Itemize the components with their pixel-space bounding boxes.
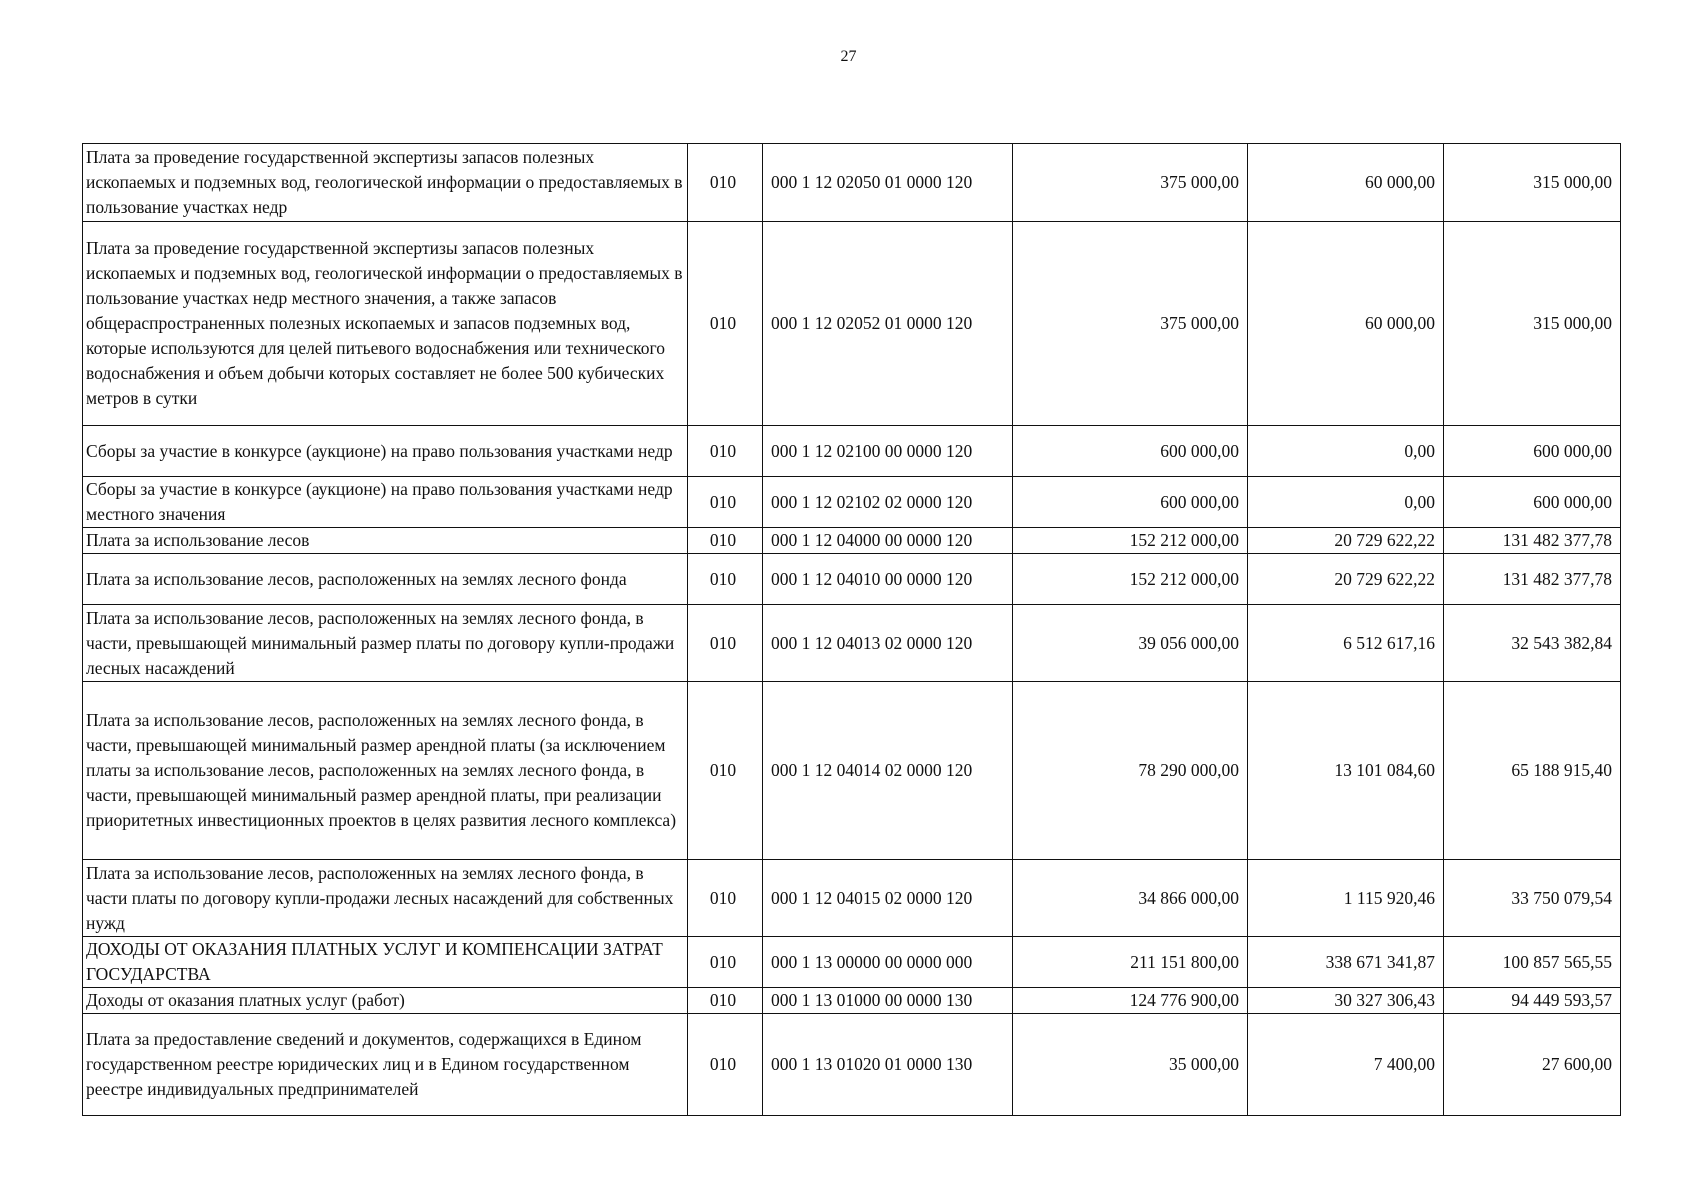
income-name: Плата за предоставление сведений и документов, содержащихся в Едином государственном реестре юридических лиц и в Едином государственном реестре индивидуальных предпринимателей	[83, 1014, 688, 1116]
unexecuted-amount: 27 600,00	[1444, 1014, 1621, 1116]
line-code: 010	[688, 1014, 763, 1116]
income-name: Плата за использование лесов, расположенных на землях лесного фонда, в части, превышающей минимальный размер платы по договору купли-продажи лесных насаждений	[83, 605, 688, 682]
unexecuted-amount: 600 000,00	[1444, 477, 1621, 528]
line-code: 010	[688, 682, 763, 860]
executed-amount: 6 512 617,16	[1248, 605, 1444, 682]
income-name: Сборы за участие в конкурсе (аукционе) на право пользования участками недр	[83, 426, 688, 477]
line-code: 010	[688, 426, 763, 477]
income-code: 000 1 12 04000 00 0000 120	[763, 528, 1013, 554]
table-row	[83, 222, 1621, 426]
table-row	[83, 528, 1621, 554]
income-code: 000 1 13 00000 00 0000 000	[763, 937, 1013, 988]
approved-amount: 39 056 000,00	[1013, 605, 1248, 682]
table-row	[83, 937, 1621, 988]
table-row	[83, 860, 1621, 937]
executed-amount: 30 327 306,43	[1248, 988, 1444, 1014]
line-code: 010	[688, 554, 763, 605]
approved-amount: 124 776 900,00	[1013, 988, 1248, 1014]
executed-amount: 20 729 622,22	[1248, 554, 1444, 605]
table-row	[83, 477, 1621, 528]
approved-amount: 78 290 000,00	[1013, 682, 1248, 860]
executed-amount: 60 000,00	[1248, 222, 1444, 426]
line-code: 010	[688, 988, 763, 1014]
line-code: 010	[688, 222, 763, 426]
income-name: Доходы от оказания платных услуг (работ)	[83, 988, 688, 1014]
table-row	[83, 554, 1621, 605]
executed-amount: 7 400,00	[1248, 1014, 1444, 1116]
executed-amount: 1 115 920,46	[1248, 860, 1444, 937]
income-name: Сборы за участие в конкурсе (аукционе) на право пользования участками недр местного значения	[83, 477, 688, 528]
executed-amount: 60 000,00	[1248, 144, 1444, 222]
income-code: 000 1 13 01020 01 0000 130	[763, 1014, 1013, 1116]
table-row	[83, 426, 1621, 477]
executed-amount: 0,00	[1248, 477, 1444, 528]
executed-amount: 338 671 341,87	[1248, 937, 1444, 988]
unexecuted-amount: 32 543 382,84	[1444, 605, 1621, 682]
income-name: Плата за использование лесов, расположенных на землях лесного фонда	[83, 554, 688, 605]
income-name: Плата за использование лесов, расположенных на землях лесного фонда, в части, превышающей минимальный размер арендной платы (за исключением платы за использование лесов, расположенных на землях лесного фонда, в части, превышающей минимальный размер арендной платы, при реализации приоритетных инвестиционных проектов в целях развития лесного комплекса)	[83, 682, 688, 860]
unexecuted-amount: 131 482 377,78	[1444, 528, 1621, 554]
table-row	[83, 682, 1621, 860]
line-code: 010	[688, 477, 763, 528]
income-code: 000 1 12 04013 02 0000 120	[763, 605, 1013, 682]
income-code: 000 1 12 02102 02 0000 120	[763, 477, 1013, 528]
unexecuted-amount: 600 000,00	[1444, 426, 1621, 477]
page-number: 27	[840, 48, 857, 65]
unexecuted-amount: 33 750 079,54	[1444, 860, 1621, 937]
income-code: 000 1 12 02100 00 0000 120	[763, 426, 1013, 477]
executed-amount: 20 729 622,22	[1248, 528, 1444, 554]
unexecuted-amount: 100 857 565,55	[1444, 937, 1621, 988]
approved-amount: 600 000,00	[1013, 477, 1248, 528]
unexecuted-amount: 65 188 915,40	[1444, 682, 1621, 860]
income-code: 000 1 12 02052 01 0000 120	[763, 222, 1013, 426]
income-code: 000 1 12 04015 02 0000 120	[763, 860, 1013, 937]
income-name: Плата за проведение государственной экспертизы запасов полезных ископаемых и подземных вод, геологической информации о предоставляемых в пользование участках недр местного значения, а также запасов общераспространенных полезных ископаемых и запасов подземных вод, которые используются для целей питьевого водоснабжения или технического водоснабжения и объем добычи которых составляет не более 500 кубических метров в сутки	[83, 222, 688, 426]
unexecuted-amount: 131 482 377,78	[1444, 554, 1621, 605]
income-code: 000 1 12 04014 02 0000 120	[763, 682, 1013, 860]
table-row	[83, 144, 1621, 222]
line-code: 010	[688, 937, 763, 988]
income-name: Плата за проведение государственной экспертизы запасов полезных ископаемых и подземных вод, геологической информации о предоставляемых в пользование участках недр	[83, 144, 688, 222]
executed-amount: 0,00	[1248, 426, 1444, 477]
approved-amount: 152 212 000,00	[1013, 554, 1248, 605]
income-table	[82, 143, 1621, 1116]
income-code: 000 1 12 02050 01 0000 120	[763, 144, 1013, 222]
table-row	[83, 1014, 1621, 1116]
approved-amount: 34 866 000,00	[1013, 860, 1248, 937]
approved-amount: 35 000,00	[1013, 1014, 1248, 1116]
income-code: 000 1 12 04010 00 0000 120	[763, 554, 1013, 605]
approved-amount: 375 000,00	[1013, 144, 1248, 222]
approved-amount: 600 000,00	[1013, 426, 1248, 477]
line-code: 010	[688, 528, 763, 554]
table-row	[83, 605, 1621, 682]
table-row	[83, 988, 1621, 1014]
unexecuted-amount: 315 000,00	[1444, 222, 1621, 426]
income-name: Плата за использование лесов, расположенных на землях лесного фонда, в части платы по договору купли-продажи лесных насаждений для собственных нужд	[83, 860, 688, 937]
executed-amount: 13 101 084,60	[1248, 682, 1444, 860]
approved-amount: 375 000,00	[1013, 222, 1248, 426]
approved-amount: 152 212 000,00	[1013, 528, 1248, 554]
income-name: ДОХОДЫ ОТ ОКАЗАНИЯ ПЛАТНЫХ УСЛУГ И КОМПЕНСАЦИИ ЗАТРАТ ГОСУДАРСТВА	[83, 937, 688, 988]
approved-amount: 211 151 800,00	[1013, 937, 1248, 988]
line-code: 010	[688, 860, 763, 937]
line-code: 010	[688, 144, 763, 222]
line-code: 010	[688, 605, 763, 682]
unexecuted-amount: 94 449 593,57	[1444, 988, 1621, 1014]
income-name: Плата за использование лесов	[83, 528, 688, 554]
unexecuted-amount: 315 000,00	[1444, 144, 1621, 222]
income-code: 000 1 13 01000 00 0000 130	[763, 988, 1013, 1014]
